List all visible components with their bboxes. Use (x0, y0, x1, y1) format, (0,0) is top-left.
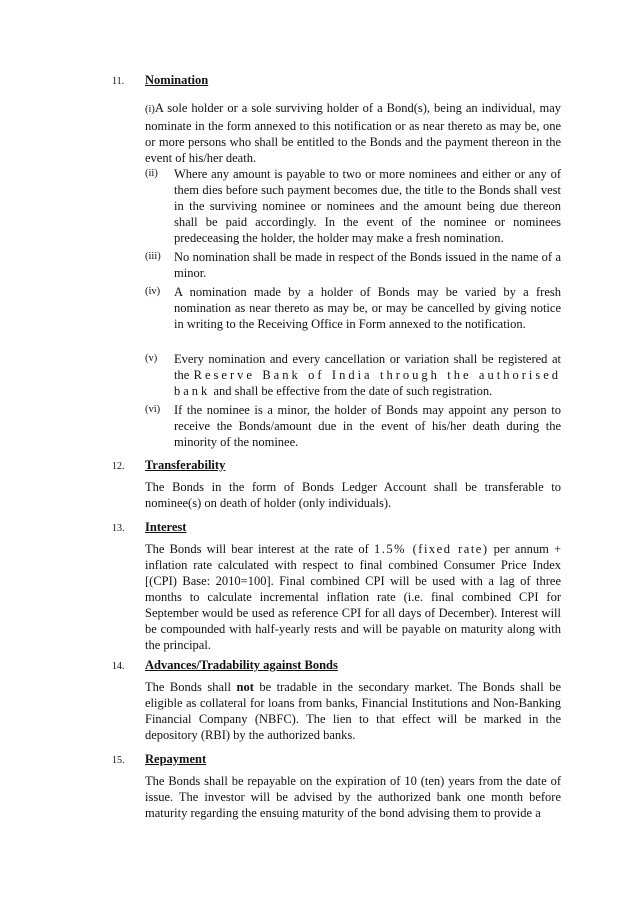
section-number: 11. (112, 76, 125, 87)
advances-text (145, 679, 561, 743)
item-text: and shall be effective from the date of such registration. (210, 384, 493, 398)
repayment-text: The Bonds shall be repayable on the expiration of 10 (ten) years from the date of issue. The investor will be advised by the authorized bank one month before maturity regarding the ensuing maturity of the bond advising them to provide a (145, 774, 561, 820)
roman-numeral: (iv) (145, 286, 161, 297)
item-text: Every nomination and every cancellation or variation shall be registered at the (174, 352, 561, 382)
section-title-transferability: Transferability (145, 458, 226, 472)
section-title-advances: Advances/Tradability against Bonds (145, 658, 338, 672)
section-title-repayment: Repayment (145, 752, 207, 766)
nomination-item-iv: A nomination made by a holder of Bonds may be varied by a fresh nomination as near thereto as may be, or may be cancelled by giving notice in writing to the Receiving Office in Form annexed to the notification. (174, 285, 561, 331)
nomination-item-iii: No nomination shall be made in respect of the Bonds issued in the name of a minor. (174, 250, 561, 280)
advances-text-part: The Bonds shall (145, 680, 237, 694)
section-title-nomination: Nomination (145, 73, 209, 87)
section-number: 14. (112, 661, 125, 672)
roman-numeral: (v) (145, 353, 158, 364)
section-number: 13. (112, 523, 125, 534)
section-number: 15. (112, 755, 125, 766)
interest-text (145, 541, 561, 653)
section-title-interest: Interest (145, 520, 187, 534)
roman-numeral: (ii) (145, 168, 158, 179)
interest-text-part: per annum + inflation rate calculated with respect to final combined Consumer Price Index [(CPI) Base: 2010=100]. Final combined CPI will be used with a lag of three months to calculate incremental inflation rate (i.e. final combined CPI for September would be used as reference CPI for all days of December). Interest will be compounded with half-yearly rests and will be payable on maturity along with the principal. (145, 542, 562, 652)
nomination-item-ii: Where any amount is payable to two or more nominees and either or any of them dies before such payment becomes due, the title to the Bonds shall vest in the surviving nominee or nominees and the amount being due thereon shall be paid accordingly. In the event of the nominee or nominees predeceasing the holder, the holder may make a fresh nomination. (174, 167, 561, 245)
advances-not-bold: not (236, 680, 254, 694)
transferability-text: The Bonds in the form of Bonds Ledger Account shall be transferable to nominee(s) on death of holder (only individuals). (145, 480, 561, 510)
interest-text-part: The Bonds will bear interest at the rate of (145, 542, 374, 556)
nomination-item-i (145, 100, 561, 166)
item-text-spaced: Reserve Bank of India through the authorised bank (174, 368, 561, 398)
roman-numeral: (iii) (145, 251, 161, 262)
interest-rate: 1.5% (fixed rate) (373, 542, 489, 556)
advances-text-part: be tradable in the secondary market. The Bonds shall be eligible as collateral for loans from banks, Financial Institutions and Non-Banking Financial Company (NBFC). The lien to that effect will be marked in the depository (RBI) by the authorized banks. (145, 680, 561, 742)
nomination-item-vi: If the nominee is a minor, the holder of Bonds may appoint any person to receive the Bonds/amount due in the event of his/her death during the minority of the nominee. (174, 403, 561, 449)
item-text: A sole holder or a sole surviving holder of a Bond(s), being an individual, may nominate in the form annexed to this notification or as near thereto as may be, one or more persons who shall be entitled to the Bonds and the payment thereon in the event of his/her death. (145, 101, 561, 165)
roman-numeral: (i) (145, 104, 155, 115)
section-number: 12. (112, 461, 125, 472)
nomination-item-v (174, 351, 561, 399)
roman-numeral: (vi) (145, 404, 161, 415)
